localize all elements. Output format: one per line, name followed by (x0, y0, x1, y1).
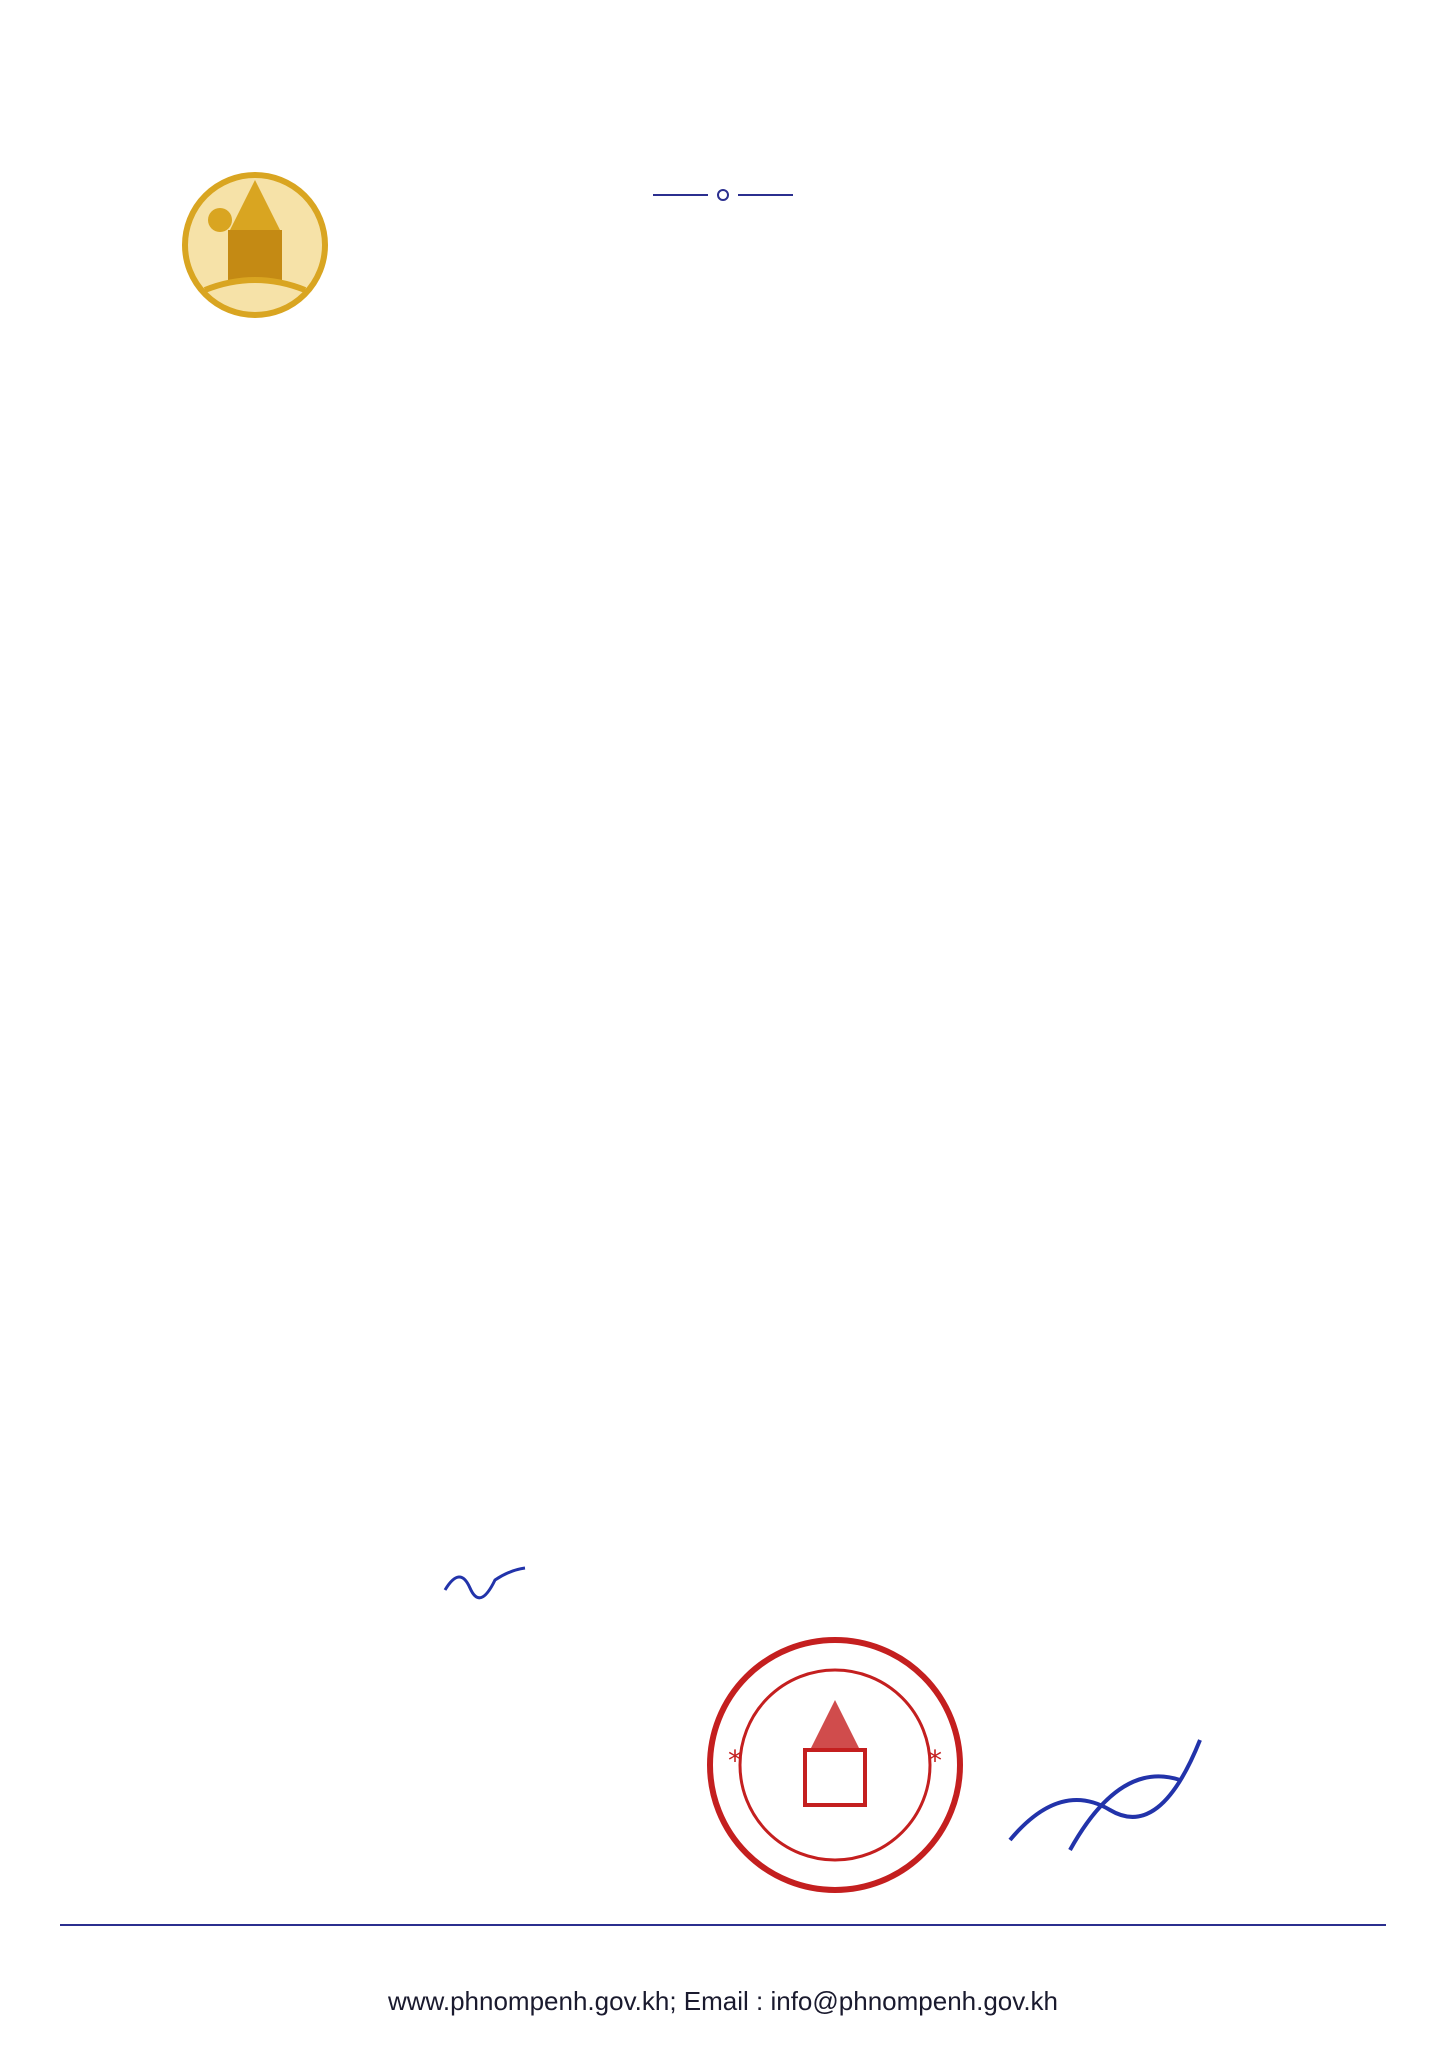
subject-line (200, 658, 1246, 706)
document-type (640, 500, 860, 540)
list-item (170, 1642, 590, 1668)
body-paragraph (188, 1450, 1298, 1610)
body-paragraph (188, 1120, 1298, 1450)
list-item (170, 1720, 590, 1746)
footer-address (80, 1934, 1370, 1966)
place-and-date (640, 437, 1340, 481)
handwritten-signature (1000, 1720, 1210, 1860)
recipient-list (170, 1616, 590, 1824)
website-link[interactable]: www.phnompenh.gov.kh (387, 1986, 670, 2016)
header-ornament (648, 188, 798, 202)
subject-line (200, 610, 1246, 658)
signer-name (960, 1860, 1120, 1904)
recipients-title (170, 1616, 590, 1642)
initial-flourish (440, 1560, 530, 1600)
city-emblem-logo (150, 150, 360, 330)
list-item (170, 1746, 590, 1772)
lunar-date (640, 385, 1340, 429)
svg-text:*: * (728, 1744, 742, 1777)
svg-text:*: * (928, 1744, 942, 1777)
official-seal (700, 1630, 970, 1900)
footer-divider (60, 1924, 1386, 1926)
list-item (170, 1798, 590, 1824)
email-link[interactable]: info@phnompenh.gov.kh (770, 1986, 1059, 2016)
list-item (170, 1772, 590, 1798)
footer-web-email: www.phnompenh.gov.kh; Email : info@phnompenh.gov.kh (387, 1986, 1059, 2016)
reference-number (108, 408, 408, 444)
date-block (640, 385, 1340, 489)
list-item (170, 1694, 590, 1720)
body-paragraph (188, 730, 1298, 1120)
email-label: Email (683, 1986, 749, 2016)
issuing-authority (108, 360, 388, 400)
list-item (170, 1668, 590, 1694)
about-label (683, 560, 763, 600)
subject (200, 610, 1246, 706)
